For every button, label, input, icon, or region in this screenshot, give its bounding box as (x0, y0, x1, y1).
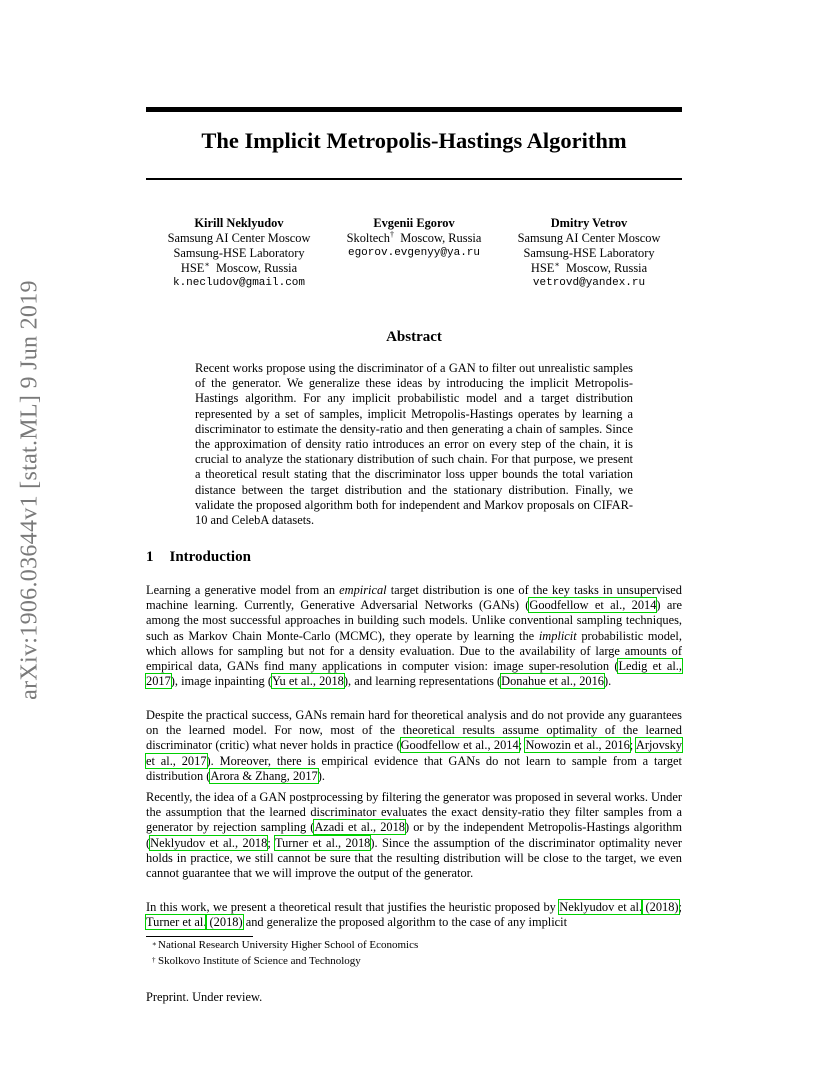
footnote-mark: † (152, 956, 156, 964)
author-name: Evgenii Egorov (373, 216, 455, 230)
citation-link[interactable]: Turner et al. (146, 915, 207, 930)
footnote-text: National Research University Higher School of Economics (158, 939, 419, 951)
section-number: 1 (146, 549, 154, 565)
arxiv-identifier: arXiv:1906.03644v1 [stat.ML] 9 Jun 2019 (16, 280, 43, 700)
citation-link[interactable]: Yu et al., 2018 (271, 674, 344, 689)
footnote-rule (146, 936, 253, 937)
citation-link[interactable]: Arjovsky et al., 2017 (146, 738, 683, 768)
footnote-mark: ∗ (152, 940, 157, 948)
author-block-1 (150, 216, 328, 291)
author-name: Dmitry Vetrov (550, 216, 628, 230)
intro-paragraph-4: In this work, we present a theoretical result that justifies the heuristic proposed by Neklyudov et al. (2018); Turner et al. (2018) and generalize the proposed algorithm to the case of any implicit (146, 900, 682, 930)
citation-link[interactable]: Neklyudov et al. (559, 900, 643, 914)
citation-link[interactable]: Nowozin et al., 2016 (525, 738, 630, 753)
citation-link[interactable]: Azadi et al., 2018 (314, 820, 405, 835)
author-email[interactable]: egorov.evgenyy@ya.ru (347, 247, 481, 259)
citation-link[interactable]: Arora & Zhang, 2017 (210, 768, 318, 783)
author-affiliation: Samsung AI Center Moscow (167, 231, 311, 245)
intro-paragraph-2: Despite the practical success, GANs remain hard for theoretical analysis and do not provide any guarantees on the learned model. For now, most of the theoretical results assume optimality of the learned discriminator (critic) what never holds in practice (Goodfellow et al., 2014; Nowozin et al., 2016; Arjovsky et al., 2017). Moreover, there is empirical evidence that GANs do not learn to sample from a target distribution (Arora & Zhang, 2017). (146, 708, 683, 783)
author-affiliation: HSE∗ Moscow, Russia (180, 259, 298, 275)
author-block-2 (325, 216, 503, 261)
section-title: Introduction (169, 549, 251, 565)
citation-link[interactable]: Donahue et al., 2016 (501, 674, 605, 689)
title-top-rule (146, 107, 682, 112)
author-name: Kirill Neklyudov (194, 216, 284, 230)
footnote-2 (152, 955, 361, 968)
author-affiliation: Skoltech† Moscow, Russia (346, 229, 482, 245)
title-bottom-rule (146, 178, 682, 180)
author-block-3 (500, 216, 678, 291)
citation-link[interactable]: Neklyudov et al., 2018 (150, 835, 268, 850)
section-heading (146, 549, 251, 566)
citation-link[interactable]: Turner et al., 2018 (274, 835, 371, 850)
citation-link[interactable]: Ledig et al., 2017 (146, 659, 682, 689)
intro-paragraph-3: Recently, the idea of a GAN postprocessing by filtering the generator was proposed in several works. Under the assumption that the learned discriminator evaluates the exact density-ratio they filter samples from a generator by rejection sampling (Azadi et al., 2018) or by the independent Metropolis-Hastings algorithm (Neklyudov et al., 2018; Turner et al., 2018). Since the assumption of the discriminator optimality never holds in practice, we still cannot be sure that the resulting distribution will be close to the target, we even cannot guarantee that we will improve the output of the generator. (146, 790, 682, 881)
citation-link[interactable]: Goodfellow et al., 2014 (400, 738, 519, 753)
citation-year-link[interactable]: (2018) (206, 915, 243, 930)
abstract-heading: Abstract (386, 329, 442, 345)
arxiv-sidebar (0, 280, 60, 700)
author-affiliation: HSE∗ Moscow, Russia (530, 259, 648, 275)
abstract-text: Recent works propose using the discriminator of a GAN to filter out unrealistic samples of the generator. We generalize these ideas by introducing the implicit Metropolis-Hastings algorithm. For any implicit probabilistic model and a target distribution represented by a set of samples, implicit Metropolis-Hastings operates by learning a discriminator to estimate the density-ratio and then generating a chain of samples. Since the approximation of density ratio introduces an error on every step of the chain, it is crucial to analyze the stationary distribution of such chain. For that purpose, we present a theoretical result stating that the discriminator loss upper bounds the total variation distance between the target distribution and the stationary distribution. Finally, we validate the proposed algorithm both for independent and Markov proposals on CIFAR-10 and CelebA datasets. (195, 361, 633, 528)
author-email[interactable]: vetrovd@yandex.ru (532, 277, 646, 289)
citation-link[interactable]: Goodfellow et al., 2014 (529, 598, 657, 613)
citation-year-link[interactable]: (2018) (642, 900, 679, 914)
author-email[interactable]: k.necludov@gmail.com (172, 277, 306, 289)
paper-title: The Implicit Metropolis-Hastings Algorithm (201, 128, 627, 153)
intro-paragraph-1: Learning a generative model from an empirical target distribution is one of the key tasks in unsupervised machine learning. Currently, Generative Adversarial Networks (GANs) (Goodfellow et al., 2014) are among the most successful approaches in building such models. Unlike conventional sampling techniques, such as Markov Chain Monte-Carlo (MCMC), they operate by learning the implicit probabilistic model, which allows for sampling but not for a density evaluation. Due to the availability of large amounts of empirical data, GANs find many applications in computer vision: image super-resolution (Ledig et al., 2017), image inpainting (Yu et al., 2018), and learning representations (Donahue et al., 2016). (146, 583, 683, 689)
author-affiliation: Samsung-HSE Laboratory (173, 246, 305, 260)
author-affiliation: Samsung-HSE Laboratory (523, 246, 655, 260)
author-affiliation: Samsung AI Center Moscow (517, 231, 661, 245)
footnote-text: Skolkovo Institute of Science and Technology (158, 955, 361, 967)
preprint-notice: Preprint. Under review. (146, 990, 263, 1004)
footnote-1 (152, 939, 419, 952)
